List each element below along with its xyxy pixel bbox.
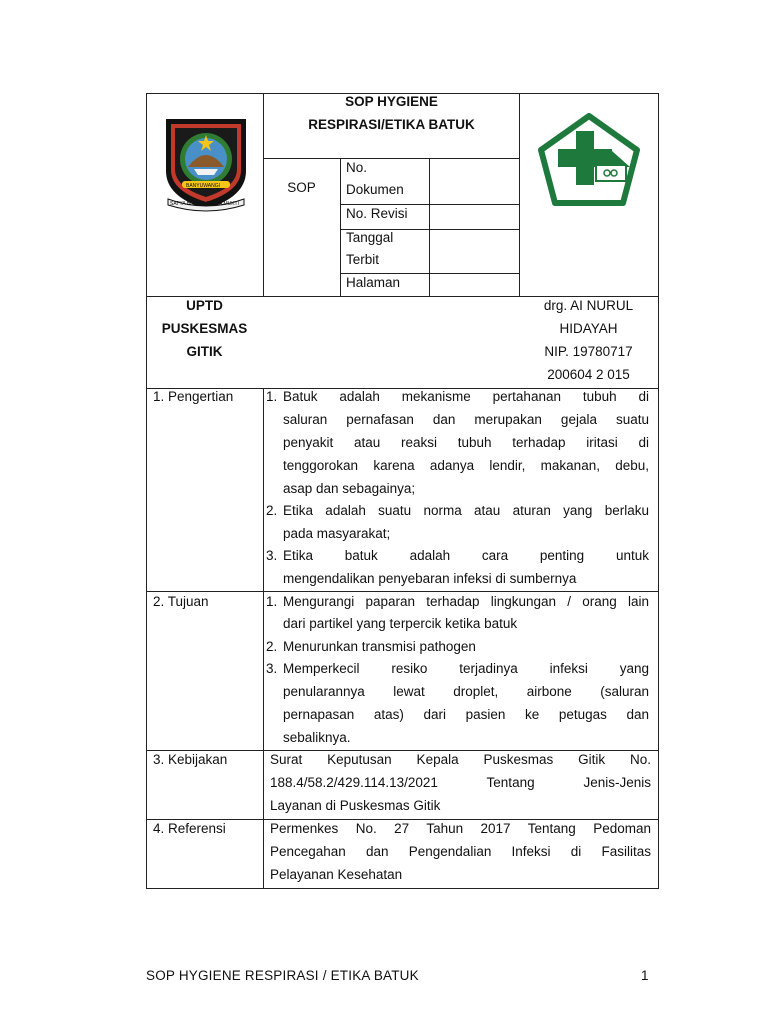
referensi-line: Pencegahan dan Pengendalian Infeksi di Fasilitas: [270, 844, 651, 859]
kebijakan-line: Surat Keputusan Kepala Puskesmas Gitik No.: [270, 752, 651, 767]
list-number: 3.: [266, 548, 278, 563]
referensi-line: Pelayanan Kesehatan: [270, 867, 403, 882]
list-number: 3.: [266, 661, 278, 676]
no-revisi-label: No. Revisi: [346, 206, 408, 221]
signer-nip-1: NIP. 19780717: [544, 344, 633, 359]
section-label-tujuan: 2. Tujuan: [153, 594, 209, 609]
section-label-kebijakan: 3. Kebijakan: [153, 752, 228, 767]
list-number: 2.: [266, 503, 278, 518]
list-item-line: pada masyarakat;: [283, 526, 391, 541]
list-item-line: Etika batuk adalah cara penting untuk: [283, 548, 649, 563]
list-item-line: saluran pernafasan dan merupakan gejala suatu: [283, 412, 649, 427]
list-item-line: Mengurangi paparan terhadap lingkungan / orang lain: [283, 594, 649, 609]
list-item-line: pernapasan atas) dari pasien ke petugas dan: [283, 707, 649, 722]
org-name-line3: GITIK: [186, 344, 223, 359]
sop-title-line1: SOP HYGIENE: [345, 94, 438, 109]
list-item-line: asap dan sebagainya;: [283, 481, 416, 496]
logo-motto: SATYA BHAKTI PRAJA MUKTI: [170, 201, 239, 207]
list-item-line: tenggorokan karena adanya lendir, makanan, debu,: [283, 458, 649, 473]
list-item-line: sebaliknya.: [283, 730, 351, 745]
no-dokumen-label-1: No.: [346, 160, 368, 175]
list-number: 1.: [266, 594, 278, 609]
tanggal-terbit-label-2: Terbit: [346, 252, 380, 267]
signer-name-1: drg. AI NURUL: [543, 298, 634, 313]
list-item-line: Batuk adalah mekanisme pertahanan tubuh di: [283, 389, 649, 404]
footer-title: SOP HYGIENE RESPIRASI / ETIKA BATUK: [146, 968, 419, 983]
list-item-line: Etika adalah suatu norma atau aturan yang berlaku: [283, 503, 649, 518]
org-name-line1: UPTD: [186, 298, 223, 313]
list-number: 2.: [266, 639, 278, 654]
tanggal-terbit-label-1: Tanggal: [346, 230, 394, 245]
section-label-referensi: 4. Referensi: [153, 821, 226, 836]
halaman-label: Halaman: [346, 275, 401, 290]
signer-nip-2: 200604 2 015: [547, 367, 630, 382]
kebijakan-line: Layanan di Puskesmas Gitik: [270, 798, 441, 813]
list-item-line: Menurunkan transmisi pathogen: [283, 639, 476, 654]
sop-label: SOP: [287, 180, 316, 195]
page-number: 1: [641, 968, 649, 983]
signer-name-2: HIDAYAH: [559, 321, 618, 336]
list-item-line: Memperkecil resiko terjadinya infeksi yang: [283, 661, 649, 676]
section-label-pengertian: 1. Pengertian: [153, 389, 234, 404]
list-item-line: mengendalikan penyebaran infeksi di sumbernya: [283, 571, 577, 586]
list-item-line: penularannya lewat droplet, airbone (saluran: [283, 684, 649, 699]
org-name-line2: PUSKESMAS: [161, 321, 248, 336]
list-item-line: penyakit atau reaksi tubuh terhadap iritasi di: [283, 435, 649, 450]
puskesmas-logo: [536, 113, 642, 207]
list-item-line: dari partikel yang terpercik ketika batuk: [283, 616, 518, 631]
list-number: 1.: [266, 389, 278, 404]
referensi-line: Permenkes No. 27 Tahun 2017 Tentang Pedoman: [270, 821, 651, 836]
logo-text-top: BANYUWANGI: [186, 183, 220, 189]
kebijakan-line: 188.4/58.2/429.114.13/2021 Tentang Jenis-Jenis: [270, 775, 651, 790]
sop-title-line2: RESPIRASI/ETIKA BATUK: [308, 117, 475, 132]
no-dokumen-label-2: Dokumen: [346, 182, 404, 197]
banyuwangi-logo: [160, 113, 252, 215]
